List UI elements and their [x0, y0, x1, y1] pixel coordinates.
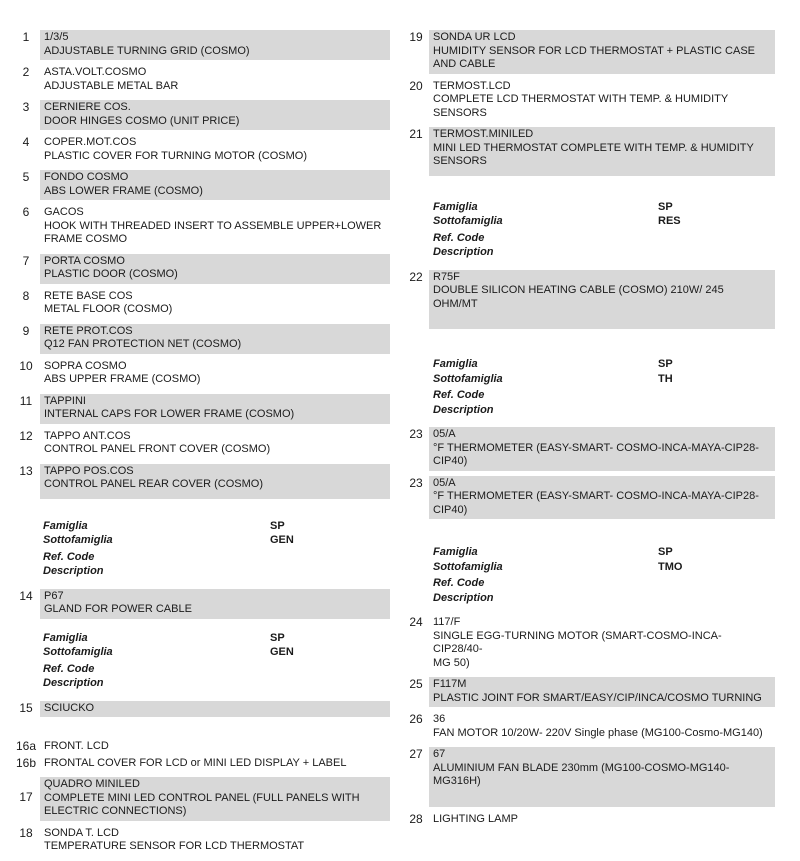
part-description: CIP40)	[433, 455, 468, 467]
part-code: 117/F	[433, 616, 461, 628]
part-cell	[40, 254, 390, 284]
meta-refcode-row	[433, 231, 775, 246]
part-cell	[40, 30, 390, 60]
part-number: 23	[409, 427, 423, 441]
part-number: 14	[19, 588, 33, 603]
part-description: AND CABLE	[433, 58, 496, 70]
famiglia-value: SP	[658, 200, 673, 213]
part-number: 1	[22, 30, 30, 44]
meta-famiglia-row	[433, 357, 775, 372]
sottofamiglia-label: Sottofamiglia	[43, 534, 113, 546]
part-description: CIP40)	[433, 503, 468, 516]
part-row	[405, 677, 775, 707]
part-number: 23	[409, 475, 423, 490]
part-row	[14, 589, 390, 619]
sottofamiglia-label: Sottofamiglia	[433, 560, 503, 573]
part-number: 16b	[15, 755, 37, 770]
part-description: MINI LED THERMOSTAT COMPLETE WITH TEMP. & HUMIDITY	[433, 141, 754, 154]
meta-sottofamiglia-row	[43, 645, 390, 660]
part-code: TERMOST.LCD	[433, 79, 511, 92]
refcode-label: Ref. Code	[43, 662, 95, 675]
part-cell	[40, 170, 390, 200]
meta-sottofamiglia-row	[433, 560, 775, 575]
part-number: 20	[409, 78, 423, 93]
part-row	[405, 812, 775, 829]
parts-list-right-column	[405, 30, 775, 833]
part-row	[14, 777, 390, 821]
meta-sottofamiglia-row	[433, 372, 775, 387]
part-cell	[429, 747, 775, 807]
part-description: FRAME COSMO	[44, 233, 128, 245]
part-row	[405, 79, 775, 123]
part-number: 13	[19, 463, 33, 478]
part-description: SENSORS	[433, 106, 487, 119]
meta-block	[433, 200, 775, 260]
part-number: 18	[19, 825, 33, 840]
meta-famiglia-row	[43, 519, 390, 534]
part-number: 27	[409, 747, 423, 761]
part-description: ALUMINIUM FAN BLADE 230mm (MG100-COSMO-MG140-MG316H)	[433, 761, 730, 787]
part-row	[14, 464, 390, 499]
part-cell	[40, 65, 390, 95]
part-row	[405, 127, 775, 176]
part-cell	[40, 777, 390, 821]
part-description: COMPLETE LCD THERMOSTAT WITH TEMP. & HUMIDITY	[433, 93, 729, 105]
part-row	[14, 100, 390, 130]
meta-refcode-row	[43, 662, 390, 677]
part-code: TAPPO ANT.COS	[44, 429, 131, 442]
part-row	[14, 65, 390, 95]
part-code: SONDA T. LCD	[44, 826, 119, 839]
part-row	[14, 429, 390, 459]
part-description: °F THERMOMETER (EASY-SMART- COSMO-INCA-MAYA-CIP28-	[433, 441, 759, 454]
part-description: TEMPERATURE SENSOR FOR LCD THERMOSTAT	[44, 840, 305, 852]
part-number: 25	[409, 677, 423, 691]
meta-refcode-row	[433, 576, 775, 591]
part-cell	[40, 205, 390, 249]
part-cell	[40, 324, 390, 354]
sottofamiglia-value: RES	[658, 215, 681, 227]
part-code: GACOS	[44, 206, 84, 218]
part-description: GLAND FOR POWER CABLE	[44, 603, 192, 615]
part-code: RETE PROT.COS	[44, 324, 133, 337]
part-cell	[429, 812, 775, 829]
part-code: FRONT. LCD	[44, 740, 109, 752]
part-description: METAL FLOOR (COSMO)	[44, 303, 173, 315]
part-row	[405, 30, 775, 74]
sottofamiglia-value: GEN	[270, 534, 294, 546]
famiglia-value: SP	[658, 546, 673, 558]
sottofamiglia-value: GEN	[270, 646, 294, 658]
part-code: FRONTAL COVER FOR LCD or MINI LED DISPLAY + LABEL	[44, 756, 347, 769]
sottofamiglia-value: TMO	[658, 560, 683, 573]
part-number: 4	[22, 135, 30, 149]
part-row	[405, 747, 775, 807]
part-number: 26	[409, 712, 423, 726]
part-number: 15	[19, 700, 33, 715]
part-number: 17	[19, 790, 33, 804]
part-description: ELECTRIC CONNECTIONS)	[44, 805, 187, 817]
part-cell	[429, 427, 775, 471]
part-code: TERMOST.MINILED	[433, 128, 534, 140]
part-number: 24	[409, 615, 423, 629]
part-description: SINGLE EGG-TURNING MOTOR (SMART-COSMO-INCA-CIP28/40-	[433, 629, 722, 655]
part-number: 6	[22, 205, 30, 219]
part-number: 22	[409, 269, 423, 284]
part-code: FONDO COSMO	[44, 171, 129, 183]
part-code: 36	[433, 713, 446, 725]
meta-sottofamiglia-row	[43, 533, 390, 548]
part-description: °F THERMOMETER (EASY-SMART- COSMO-INCA-MAYA-CIP28-	[433, 490, 759, 502]
part-row	[14, 135, 390, 165]
sottofamiglia-value: TH	[658, 372, 673, 385]
part-description: DOOR HINGES COSMO (UNIT PRICE)	[44, 114, 240, 127]
part-description: MG 50)	[433, 656, 470, 669]
part-code: COPER.MOT.COS	[44, 136, 137, 148]
part-code: RETE BASE COS	[44, 289, 133, 302]
meta-description-row	[433, 403, 775, 418]
part-description: FAN MOTOR 10/20W- 220V Single phase (MG100-Cosmo-MG140)	[433, 726, 763, 739]
part-number: 19	[409, 30, 423, 44]
part-cell	[429, 615, 775, 672]
part-row	[14, 30, 390, 60]
part-description: ADJUSTABLE TURNING GRID (COSMO)	[44, 44, 250, 57]
part-description: DOUBLE SILICON HEATING CABLE (COSMO) 210W/ 245 OHM/MT	[433, 284, 724, 310]
part-code: 1/3/5	[44, 31, 69, 43]
part-code: ASTA.VOLT.COSMO	[44, 66, 147, 78]
sottofamiglia-label: Sottofamiglia	[433, 215, 503, 227]
part-code: R75F	[433, 270, 460, 283]
part-code: QUADRO MINILED	[44, 778, 140, 790]
part-description: CONTROL PANEL FRONT COVER (COSMO)	[44, 443, 271, 455]
part-row	[405, 270, 775, 330]
meta-description-row	[433, 245, 775, 260]
part-cell	[429, 127, 775, 176]
part-cell	[429, 79, 775, 123]
part-cell	[40, 135, 390, 165]
part-code: TAPPINI	[44, 394, 86, 407]
part-code: CERNIERE COS.	[44, 101, 131, 113]
meta-block	[433, 357, 775, 417]
famiglia-label: Famiglia	[433, 200, 478, 213]
part-row	[14, 756, 390, 773]
part-cell	[40, 289, 390, 319]
parts-list-left-column	[14, 30, 390, 861]
description-label: Description	[43, 565, 104, 577]
refcode-label: Ref. Code	[43, 550, 95, 563]
part-cell	[40, 701, 390, 718]
part-number: 16a	[15, 739, 37, 753]
part-description: COMPLETE MINI LED CONTROL PANEL (FULL PANELS WITH	[44, 791, 360, 804]
part-number: 8	[22, 288, 30, 303]
part-number: 10	[19, 358, 33, 373]
part-description: Q12 FAN PROTECTION NET (COSMO)	[44, 338, 242, 350]
part-cell	[40, 464, 390, 499]
famiglia-label: Famiglia	[433, 546, 478, 558]
part-code: SONDA UR LCD	[433, 31, 516, 43]
part-cell	[40, 429, 390, 459]
part-description: HUMIDITY SENSOR FOR LCD THERMOSTAT + PLASTIC CASE	[433, 44, 756, 57]
sottofamiglia-label: Sottofamiglia	[43, 646, 113, 658]
part-row	[14, 394, 390, 424]
part-row	[14, 289, 390, 319]
part-description: INTERNAL CAPS FOR LOWER FRAME (COSMO)	[44, 408, 295, 420]
part-description: PLASTIC DOOR (COSMO)	[44, 268, 178, 280]
part-code: TAPPO POS.COS	[44, 464, 134, 477]
famiglia-label: Famiglia	[433, 358, 478, 370]
meta-block	[43, 519, 390, 579]
part-row	[405, 615, 775, 672]
part-row	[14, 170, 390, 200]
part-number: 21	[409, 127, 423, 141]
part-cell	[429, 270, 775, 330]
meta-description-row	[43, 564, 390, 579]
part-number: 9	[22, 323, 30, 338]
part-code: F117M	[433, 678, 467, 690]
part-cell	[429, 476, 775, 520]
description-label: Description	[433, 591, 494, 604]
famiglia-value: SP	[270, 519, 285, 532]
famiglia-label: Famiglia	[43, 631, 88, 644]
part-cell	[40, 739, 390, 756]
meta-description-row	[433, 591, 775, 606]
part-row	[14, 701, 390, 718]
part-description: CONTROL PANEL REAR COVER (COSMO)	[44, 478, 264, 490]
part-description: PLASTIC JOINT FOR SMART/EASY/CIP/INCA/COSMO TURNING	[433, 691, 762, 704]
part-description: SENSORS	[433, 155, 487, 167]
refcode-label: Ref. Code	[433, 231, 485, 244]
part-code: SOPRA COSMO	[44, 359, 127, 372]
part-cell	[40, 589, 390, 619]
part-code: LIGHTING LAMP	[433, 812, 518, 825]
part-number: 3	[22, 100, 30, 114]
part-code: 05/A	[433, 428, 456, 440]
part-code: 05/A	[433, 476, 456, 489]
part-cell	[40, 359, 390, 389]
part-row	[14, 205, 390, 249]
part-cell	[40, 100, 390, 130]
meta-famiglia-row	[433, 545, 775, 560]
sottofamiglia-label: Sottofamiglia	[433, 372, 503, 385]
description-label: Description	[433, 403, 494, 416]
meta-sottofamiglia-row	[433, 214, 775, 229]
part-description: HOOK WITH THREADED INSERT TO ASSEMBLE UPPER+LOWER	[44, 219, 382, 232]
part-row	[14, 359, 390, 389]
part-cell	[40, 394, 390, 424]
description-label: Description	[433, 246, 494, 258]
part-cell	[40, 756, 390, 773]
part-code: 67	[433, 748, 446, 760]
part-cell	[40, 826, 390, 856]
part-description: PLASTIC COVER FOR TURNING MOTOR (COSMO)	[44, 149, 307, 162]
part-row	[405, 427, 775, 471]
part-cell	[429, 30, 775, 74]
famiglia-value: SP	[270, 631, 285, 644]
part-row	[14, 739, 390, 756]
part-row	[14, 254, 390, 284]
famiglia-value: SP	[658, 358, 673, 370]
part-number: 28	[409, 811, 423, 826]
part-number: 7	[22, 253, 30, 268]
part-description: ADJUSTABLE METAL BAR	[44, 79, 179, 92]
refcode-label: Ref. Code	[433, 577, 485, 589]
meta-refcode-row	[433, 388, 775, 403]
part-code: P67	[44, 589, 64, 602]
description-label: Description	[43, 677, 104, 689]
famiglia-label: Famiglia	[43, 519, 88, 532]
part-code: PORTA COSMO	[44, 254, 125, 267]
part-code: SCIUCKO	[44, 701, 95, 714]
part-description: ABS UPPER FRAME (COSMO)	[44, 373, 201, 385]
part-number: 2	[22, 65, 30, 79]
meta-famiglia-row	[43, 631, 390, 646]
part-description: ABS LOWER FRAME (COSMO)	[44, 184, 203, 197]
part-row	[405, 712, 775, 742]
part-row	[14, 826, 390, 856]
part-cell	[429, 712, 775, 742]
meta-description-row	[43, 676, 390, 691]
part-number: 11	[19, 393, 33, 408]
meta-refcode-row	[43, 550, 390, 565]
refcode-label: Ref. Code	[433, 389, 485, 401]
meta-block	[43, 631, 390, 691]
part-cell	[429, 677, 775, 707]
meta-famiglia-row	[433, 200, 775, 215]
part-row	[405, 476, 775, 520]
part-number: 5	[22, 170, 30, 184]
part-number: 12	[19, 428, 33, 443]
meta-block	[433, 545, 775, 605]
part-row	[14, 324, 390, 354]
